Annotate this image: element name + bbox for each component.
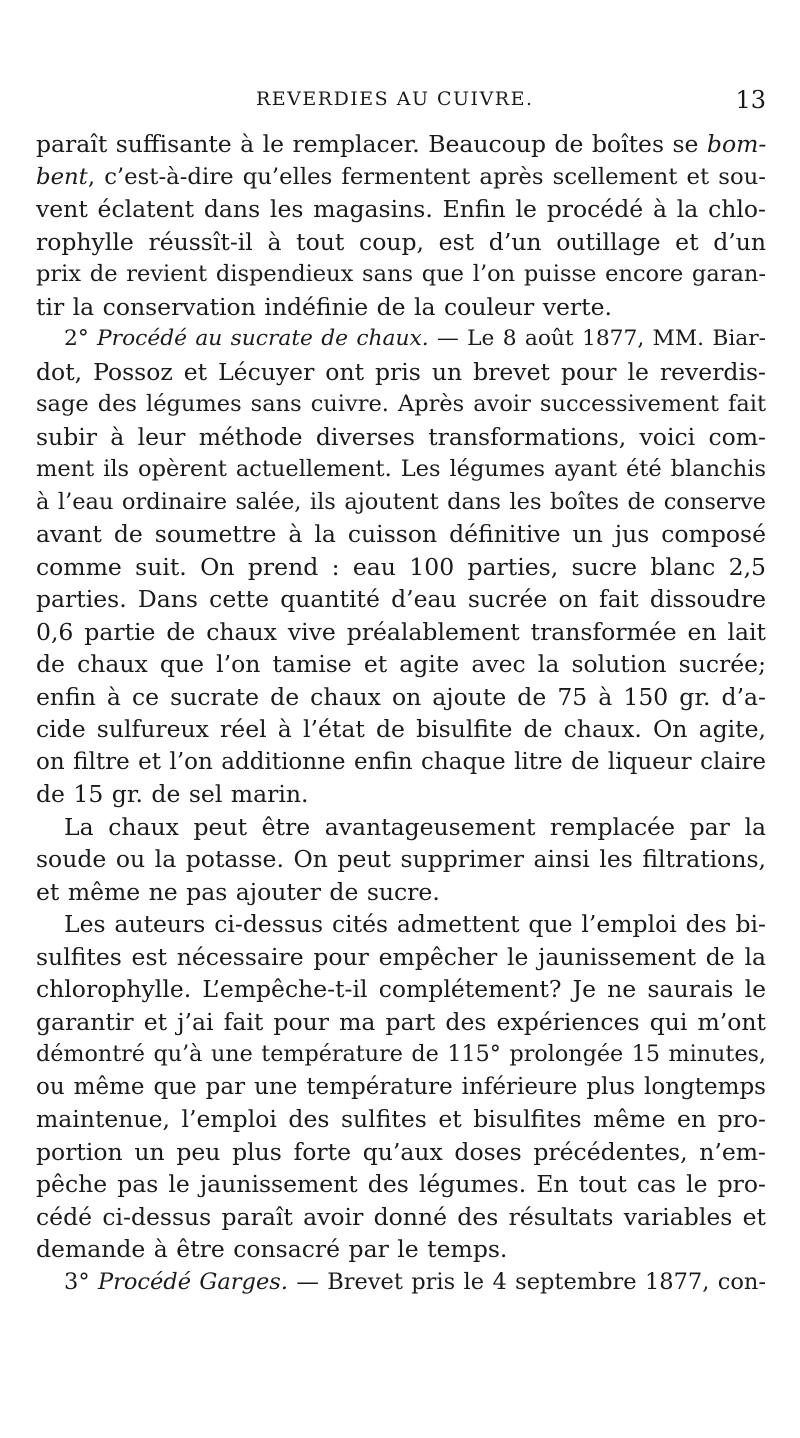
text-line bbox=[36, 486, 766, 519]
text-line bbox=[36, 746, 766, 779]
text-line bbox=[36, 908, 766, 941]
text-segment: sage des légumes sans cuivre. Après avoir successivement fait bbox=[36, 391, 766, 417]
text-segment: chlorophylle. L’empêche-t-il complétement? Je ne saurais le bbox=[36, 975, 766, 1003]
text-segment: pêche pas le jaunissement des légumes. En tout cas le pro- bbox=[36, 1170, 766, 1198]
text-segment: garantir et j’ai fait pour ma part des expériences qui m’ont bbox=[36, 1007, 766, 1036]
text-line bbox=[36, 258, 766, 291]
text-segment: cide sulfureux réel à l’état de bisulfite de chaux. On agite, bbox=[36, 715, 766, 743]
text-segment: paraît suffisante à le remplacer. Beaucoup de boîtes se bbox=[36, 130, 707, 158]
running-title: REVERDIES AU CUIVRE. bbox=[256, 88, 534, 110]
text-line bbox=[36, 1006, 766, 1039]
text-line bbox=[36, 226, 766, 259]
italic-text: bent bbox=[36, 163, 88, 190]
text-segment: ment ils opèrent actuellement. Les légumes ayant été blanchis bbox=[36, 456, 766, 482]
text-segment: on filtre et l’on additionne enfin chaque litre de liqueur claire bbox=[36, 748, 766, 775]
text-segment: tir la conservation indéfinie de la couleur verte. bbox=[36, 292, 612, 321]
text-line bbox=[36, 161, 766, 194]
text-line bbox=[36, 1266, 766, 1299]
body-text bbox=[36, 128, 766, 1298]
text-line bbox=[36, 1071, 766, 1104]
text-segment: parties. Dans cette quantité d’eau sucrée on fait dissoudre bbox=[36, 585, 766, 613]
text-segment: dot, Possoz et Lécuyer ont pris un brevet pour le reverdis- bbox=[36, 357, 766, 386]
text-segment: de chaux que l’on tamise et agite avec la solution sucrée; bbox=[36, 650, 766, 678]
text-segment: Les auteurs ci-dessus cités admettent que l’emploi des bi- bbox=[64, 910, 766, 938]
italic-text: Procédé Garges. bbox=[97, 1268, 288, 1295]
text-line bbox=[36, 811, 766, 844]
text-line bbox=[36, 713, 766, 746]
text-segment: prix de revient dispendieux sans que l’on puisse encore garan- bbox=[36, 261, 766, 287]
text-line bbox=[36, 421, 766, 454]
text-line bbox=[36, 1136, 766, 1169]
text-line bbox=[36, 356, 766, 389]
text-line bbox=[36, 518, 766, 551]
text-segment: cédé ci-dessus paraît avoir donné des résultats variables et bbox=[36, 1202, 766, 1231]
text-segment: subir à leur méthode diverses transformations, voici com- bbox=[36, 422, 766, 451]
text-segment: enfin à ce sucrate de chaux on ajoute de 75 à 150 gr. d’a- bbox=[36, 682, 766, 711]
text-segment: La chaux peut être avantageusement remplacée par la bbox=[64, 812, 766, 841]
text-line bbox=[36, 941, 766, 974]
text-line bbox=[36, 193, 766, 226]
text-segment: , c’est-à-dire qu’elles fermentent après scellement et sou- bbox=[87, 163, 766, 190]
text-segment: à l’eau ordinaire salée, ils ajoutent dans les boîtes de conserve bbox=[36, 488, 766, 515]
running-head bbox=[36, 86, 766, 118]
text-segment: démontré qu’à une température de 115° prolongée 15 minutes, bbox=[36, 1041, 766, 1067]
text-segment: 2° bbox=[64, 326, 98, 351]
text-line bbox=[36, 453, 766, 486]
text-segment: sulfites est nécessaire pour empêcher le jaunissement de la bbox=[36, 942, 766, 971]
text-segment: vent éclatent dans les magasins. Enfin le procédé à la chlo- bbox=[36, 195, 766, 223]
italic-text: bom- bbox=[706, 130, 767, 158]
text-line bbox=[36, 291, 766, 324]
text-segment: avant de soumettre à la cuisson définitive un jus composé bbox=[36, 520, 766, 548]
text-segment: ou même que par une température inférieure plus longtemps bbox=[36, 1073, 766, 1100]
text-line bbox=[36, 1233, 766, 1266]
text-line bbox=[36, 876, 766, 909]
page-number: 13 bbox=[735, 86, 766, 114]
text-segment: 3° bbox=[64, 1268, 98, 1295]
text-line bbox=[36, 843, 766, 876]
text-segment: rophylle réussît-il à tout coup, est d’un outillage et d’un bbox=[36, 227, 766, 256]
italic-text: Procédé au sucrate de chaux. bbox=[97, 326, 429, 351]
text-segment: de 15 gr. de sel marin. bbox=[36, 780, 309, 808]
text-line bbox=[36, 778, 766, 811]
text-segment: 0,6 partie de chaux vive préalablement transformée en lait bbox=[36, 617, 766, 646]
text-segment: portion un peu plus forte qu’aux doses précédentes, n’em- bbox=[36, 1137, 766, 1166]
text-line bbox=[36, 1168, 766, 1201]
text-segment: et même ne pas ajouter de sucre. bbox=[36, 877, 440, 906]
text-line bbox=[36, 323, 766, 356]
text-segment: — Brevet pris le 4 septembre 1877, con- bbox=[287, 1268, 766, 1295]
text-segment: — Le 8 août 1877, MM. Biar- bbox=[428, 326, 766, 351]
text-segment: soude ou la potasse. On peut supprimer ainsi les filtrations, bbox=[36, 845, 766, 873]
text-segment: comme suit. On prend : eau 100 parties, sucre blanc 2,5 bbox=[36, 552, 766, 581]
text-line bbox=[36, 681, 766, 714]
text-line bbox=[36, 1201, 766, 1234]
text-segment: demande à être consacré par le temps. bbox=[36, 1235, 508, 1263]
text-line bbox=[36, 1038, 766, 1071]
text-line bbox=[36, 583, 766, 616]
text-line bbox=[36, 1103, 766, 1136]
text-line bbox=[36, 551, 766, 584]
text-line bbox=[36, 128, 766, 161]
text-line bbox=[36, 388, 766, 421]
text-line bbox=[36, 616, 766, 649]
text-line bbox=[36, 973, 766, 1006]
text-line bbox=[36, 648, 766, 681]
text-segment: maintenue, l’emploi des sulfites et bisulfites même en pro- bbox=[36, 1105, 766, 1133]
